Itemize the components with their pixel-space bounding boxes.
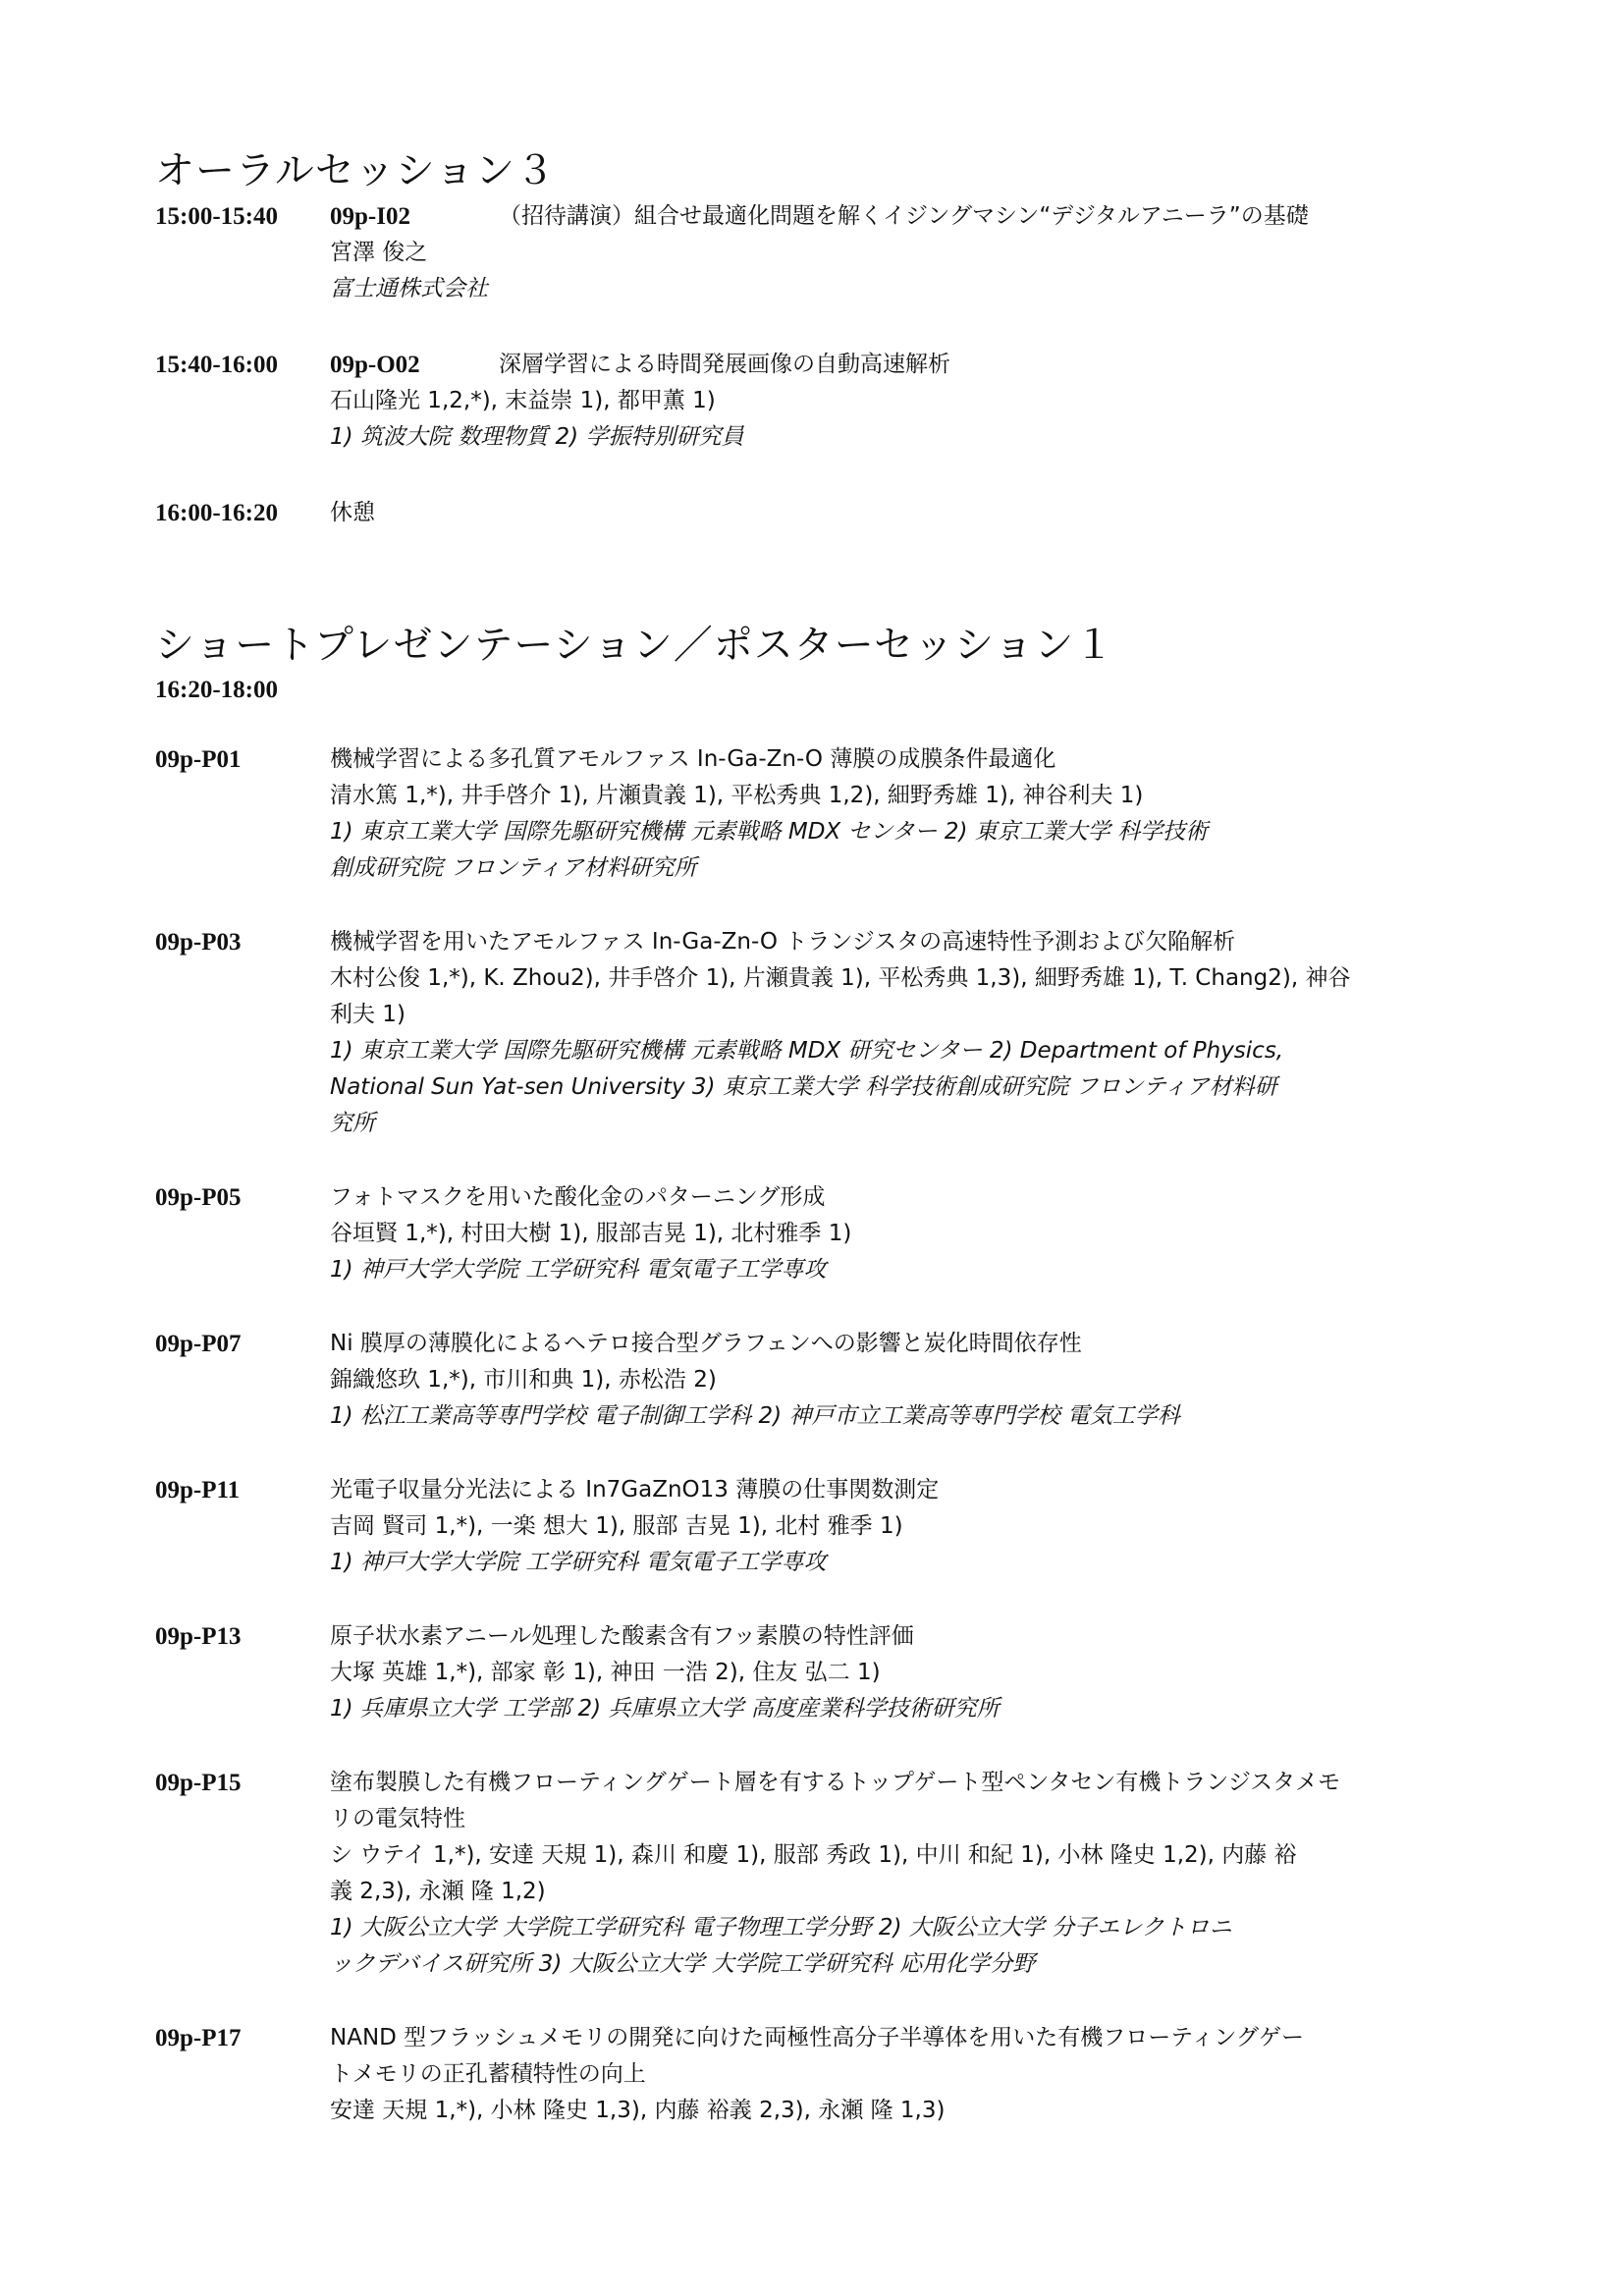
- poster-entry: [155, 1618, 1490, 1727]
- entry-code: 09p-P11: [155, 1477, 241, 1503]
- entry-code: 09p-P07: [155, 1331, 242, 1357]
- entry-code: 09p-P03: [155, 929, 242, 956]
- entry-title-line: 原子状水素アニール処理した酸素含有フッ素膜の特性評価: [330, 1623, 914, 1649]
- entry-code: 09p-P15: [155, 1770, 242, 1796]
- entry-title: [330, 1326, 1490, 1362]
- poster-entry: [155, 1326, 1490, 1435]
- entry-title-line: フォトマスクを用いた酸化金のパターニング形成: [330, 1184, 826, 1210]
- entry-authors: 石山隆光 1,2,*), 末益崇 1), 都甲薫 1): [330, 388, 716, 413]
- entry-code: 09p-P13: [155, 1623, 242, 1650]
- entry-affiliation: [330, 814, 1490, 887]
- entry-affiliation-line: 1) 松江工業高等専門学校 電子制御工学科 2) 神戸市立工業高等専門学校 電気工学科: [330, 1403, 1180, 1429]
- entry-title-line: リの電気特性: [330, 1806, 465, 1831]
- entry-authors: [330, 1216, 1490, 1252]
- program-page: [155, 147, 1490, 2166]
- entry-title: 深層学習による時間発展画像の自動高速解析: [499, 352, 950, 377]
- entry-title: [330, 741, 1490, 778]
- entry-authors-line: 木村公俊 1,*), K. Zhou2), 井手啓介 1), 片瀬貴義 1), 平松秀典 1,3), 細野秀雄 1), T. Chang2), 神谷: [330, 965, 1351, 991]
- entry-title-line: 光電子収量分光法による In7GaZnO13 薄膜の仕事関数測定: [330, 1477, 940, 1503]
- poster-entry: [155, 924, 1490, 1142]
- poster-entry-list: [155, 741, 1490, 2129]
- entry-affiliation-line: 1) 大阪公立大学 大学院工学研究科 電子物理工学分野 2) 大阪公立大学 分子エレクトロニ: [330, 1915, 1232, 1941]
- entry-affiliation: [330, 1033, 1490, 1142]
- entry-code: 09p-P01: [155, 746, 242, 773]
- entry-title: [330, 2020, 1490, 2093]
- entry-affiliation-line: ックデバイス研究所 3) 大阪公立大学 大学院工学研究科 応用化学分野: [330, 1951, 1036, 1977]
- entry-authors-line: 安達 天規 1,*), 小林 隆史 1,3), 内藤 裕義 2,3), 永瀬 隆 1,3): [330, 2098, 946, 2123]
- poster-entry: [155, 2020, 1490, 2129]
- entry-affiliation: [330, 1398, 1490, 1435]
- entry-affiliation-line: 創成研究院 フロンティア材料研究所: [330, 855, 697, 881]
- oral-entry: [155, 198, 1490, 307]
- entry-authors: [330, 960, 1490, 1033]
- entry-title-line: 塗布製膜した有機フローティングゲート層を有するトップゲート型ペンタセン有機トランジスタメモ: [330, 1770, 1341, 1795]
- entry-authors: [330, 778, 1490, 814]
- entry-code: 09p-I02: [330, 203, 410, 230]
- entry-authors-line: 義 2,3), 永瀬 隆 1,2): [330, 1879, 546, 1904]
- entry-affiliation-line: National Sun Yat-sen University 3) 東京工業大学 科学技術創成研究院 フロンティア材料研: [330, 1074, 1277, 1100]
- entry-title: 休憩: [330, 500, 375, 525]
- entry-time: 15:00-15:40: [155, 203, 278, 230]
- entry-authors-line: 谷垣賢 1,*), 村田大樹 1), 服部吉晃 1), 北村雅季 1): [330, 1221, 852, 1246]
- entry-title-line: 機械学習による多孔質アモルファス In-Ga-Zn-O 薄膜の成膜条件最適化: [330, 746, 1056, 772]
- entry-title-line: NAND 型フラッシュメモリの開発に向けた両極性高分子半導体を用いた有機フローティングゲー: [330, 2025, 1304, 2050]
- entry-affiliation: [330, 1910, 1490, 1983]
- entry-authors-line: 錦織悠玖 1,*), 市川和典 1), 赤松浩 2): [330, 1367, 717, 1393]
- entry-authors: [330, 1362, 1490, 1398]
- entry-affiliation: [330, 1691, 1490, 1727]
- poster-session-time: 16:20-18:00: [155, 677, 278, 703]
- entry-code: 09p-O02: [330, 352, 420, 378]
- entry-affiliation-line: 1) 東京工業大学 国際先駆研究機構 元素戦略 MDX センター 2) 東京工業大学 科学技術: [330, 819, 1209, 845]
- entry-time: 16:00-16:20: [155, 500, 278, 526]
- entry-authors: [330, 1837, 1490, 1910]
- entry-title: [330, 1765, 1490, 1837]
- entry-title: [330, 1472, 1490, 1508]
- entry-affiliation-line: 1) 神戸大学大学院 工学研究科 電気電子工学専攻: [330, 1257, 827, 1283]
- poster-session-title: ショートプレゼンテーション／ポスターセッション１: [155, 623, 1115, 668]
- entry-affiliation: [330, 1545, 1490, 1581]
- entry-code: 09p-P05: [155, 1184, 242, 1211]
- entry-title: [330, 1618, 1490, 1655]
- entry-time: 15:40-16:00: [155, 352, 278, 378]
- entry-affiliation: [330, 1252, 1490, 1288]
- oral-session-title: オーラルセッション３: [155, 148, 556, 193]
- entry-affiliation: 1) 筑波大院 数理物質 2) 学振特別研究員: [330, 424, 744, 450]
- entry-authors-line: 吉岡 賢司 1,*), 一楽 想大 1), 服部 吉晃 1), 北村 雅季 1): [330, 1513, 903, 1539]
- poster-entry: [155, 741, 1490, 887]
- entry-affiliation-line: 1) 神戸大学大学院 工学研究科 電気電子工学専攻: [330, 1550, 827, 1575]
- entry-authors-line: 大塚 英雄 1,*), 部家 彰 1), 神田 一浩 2), 住友 弘二 1): [330, 1660, 881, 1685]
- poster-entry: [155, 1765, 1490, 1983]
- entry-affiliation-line: 1) 東京工業大学 国際先駆研究機構 元素戦略 MDX 研究センター 2) Department of Physics,: [330, 1038, 1284, 1064]
- entry-title: （招待講演）組合せ最適化問題を解くイジングマシン“デジタルアニーラ”の基礎: [499, 203, 1309, 229]
- break-entry: [155, 495, 1490, 531]
- poster-entry: [155, 1472, 1490, 1581]
- entry-title: [330, 924, 1490, 960]
- entry-authors-line: シ ウテイ 1,*), 安達 天規 1), 森川 和慶 1), 服部 秀政 1), 中川 和紀 1), 小林 隆史 1,2), 内藤 裕: [330, 1842, 1297, 1868]
- entry-title-line: トメモリの正孔蓄積特性の向上: [330, 2061, 646, 2087]
- entry-affiliation-line: 究所: [330, 1111, 375, 1136]
- entry-affiliation-line: 1) 兵庫県立大学 工学部 2) 兵庫県立大学 高度産業科学技術研究所: [330, 1696, 1000, 1722]
- entry-authors-line: 清水篤 1,*), 井手啓介 1), 片瀬貴義 1), 平松秀典 1,2), 細野秀雄 1), 神谷利夫 1): [330, 783, 1144, 808]
- entry-title: [330, 1179, 1490, 1216]
- entry-authors: [330, 2093, 1490, 2129]
- oral-entry: [155, 347, 1490, 456]
- poster-entry: [155, 1179, 1490, 1288]
- entry-authors: [330, 1508, 1490, 1545]
- entry-authors: 宮澤 俊之: [330, 240, 428, 265]
- entry-affiliation: 富士通株式会社: [330, 276, 488, 301]
- entry-title-line: 機械学習を用いたアモルファス In-Ga-Zn-O トランジスタの高速特性予測および欠陥解析: [330, 929, 1236, 955]
- entry-authors-line: 利夫 1): [330, 1002, 406, 1027]
- entry-code: 09p-P17: [155, 2025, 242, 2051]
- entry-title-line: Ni 膜厚の薄膜化によるヘテロ接合型グラフェンへの影響と炭化時間依存性: [330, 1331, 1082, 1356]
- entry-authors: [330, 1655, 1490, 1691]
